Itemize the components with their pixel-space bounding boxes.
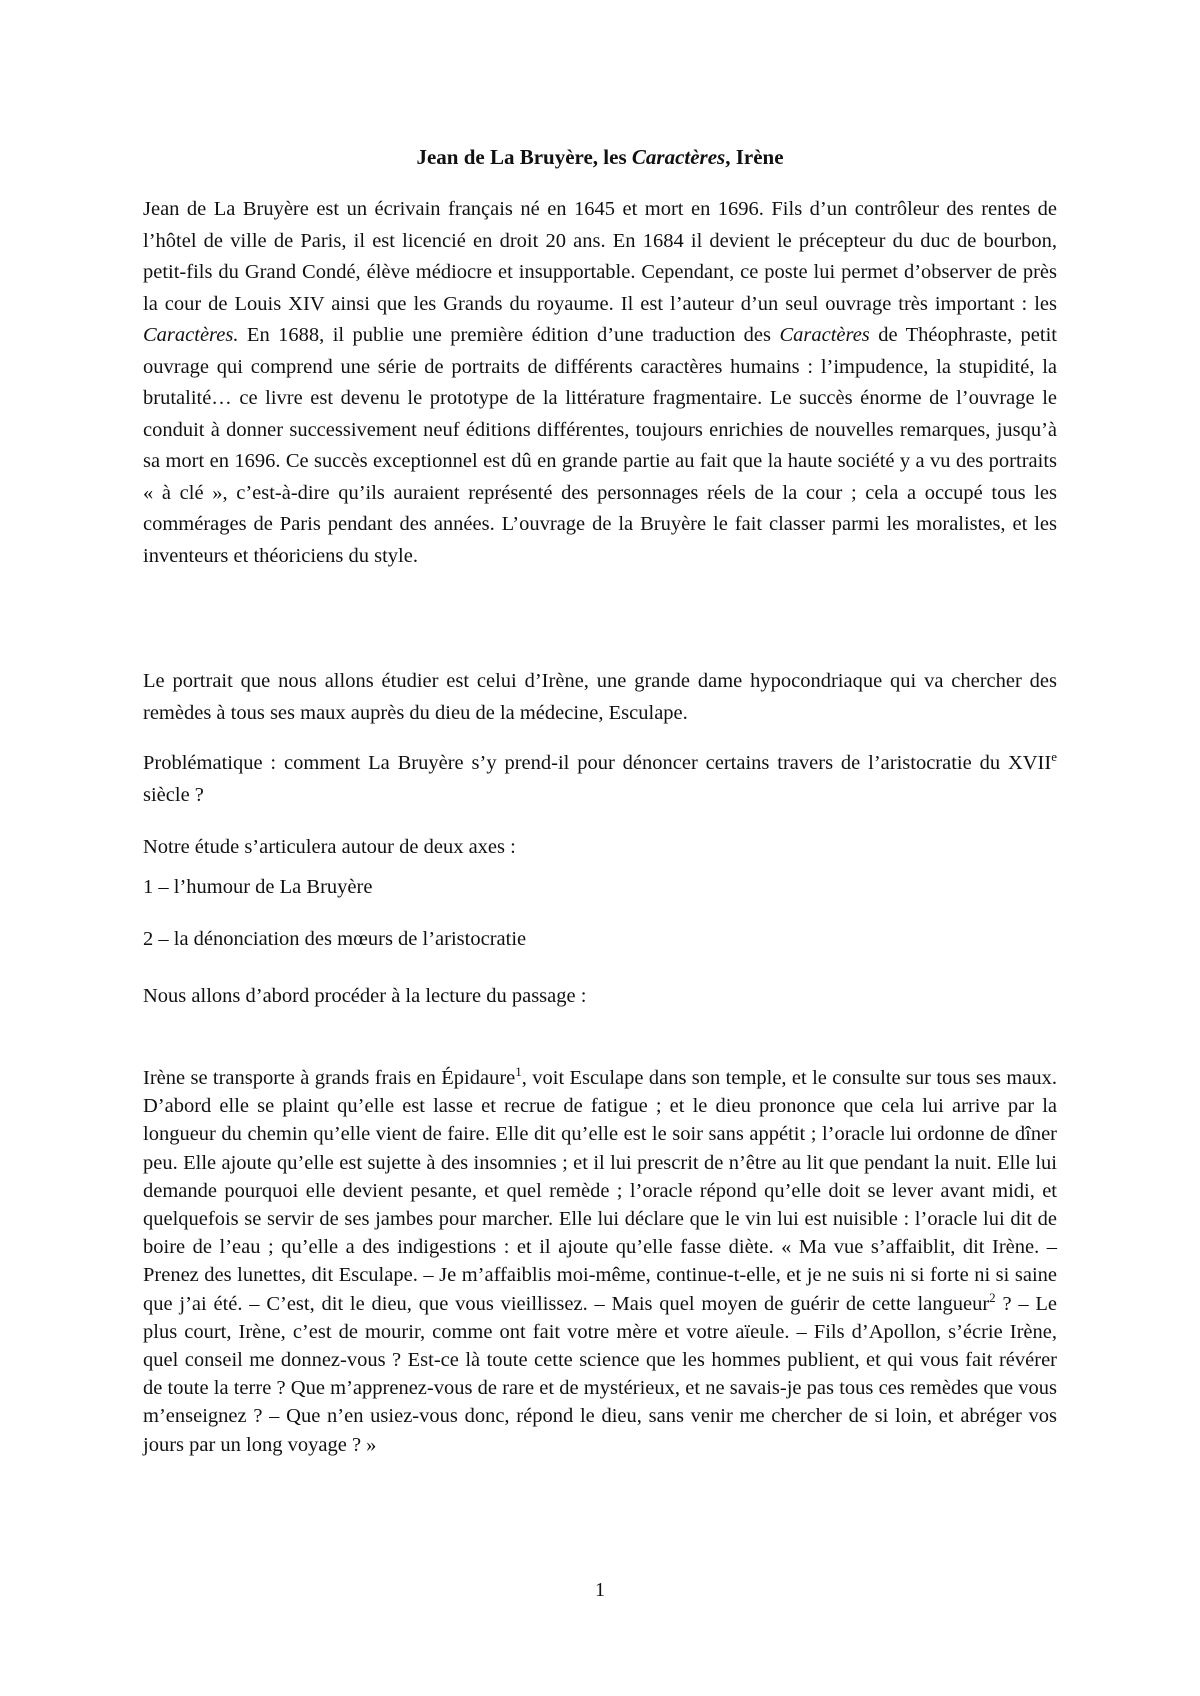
title-suffix: , Irène xyxy=(725,145,784,169)
intro-italic-1: Caractères. xyxy=(143,324,239,346)
problematique-text: Problématique : comment La Bruyère s’y prend-il pour dénoncer certains travers de l’aristocratie du XVII xyxy=(143,752,1052,774)
intro-text-1: Jean de La Bruyère est un écrivain français né en 1645 et mort en 1696. Fils d’un contrôleur des rentes de l’hôtel de ville de Paris, il est licencié en droit 20 ans. En 1684 il devient le précepteur du duc de bourbon, petit-fils du Grand Condé, élève médiocre et insupportable. Cependant, ce poste lui permet d’observer de près la cour de Louis XIV ainsi que les Grands du royaume. Il est l’auteur d’un seul ouvrage très important : les xyxy=(143,198,1057,315)
excerpt-text-3: ? – Le plus court, Irène, c’est de mourir, comme ont fait votre mère et votre aïeule. – Fils d’Apollon, s’écrie Irène, quel conseil me donnez-vous ? Est-ce là toute cette science que les hommes publient, et qui vous fait révérer de toute la terre ? Que m’apprenez-vous de rare et de mystérieux, et ne savais-je pas tous ces remèdes que vous m’enseignez ? – Que n’en usiez-vous donc, répond le dieu, sans venir me chercher de si loin, et abréger vos jours par un long voyage ? » xyxy=(143,1292,1057,1456)
page-number: 1 xyxy=(595,1579,605,1601)
plan-axis-2: 2 – la dénonciation des mœurs de l’aristocratie xyxy=(143,928,527,950)
intro-paragraph xyxy=(143,194,1057,572)
plan-axis-1: 1 – l’humour de La Bruyère xyxy=(143,876,373,898)
plan-intro: Notre étude s’articulera autour de deux axes : xyxy=(143,836,516,858)
footnote-ref-2: 2 xyxy=(989,1289,996,1305)
problematique-paragraph xyxy=(143,748,1057,811)
quoted-excerpt xyxy=(143,1064,1057,1459)
title-text: Jean de La Bruyère, les xyxy=(416,145,632,169)
problematique-end: siècle ? xyxy=(143,783,204,806)
intro-text-3: de Théophraste, petit ouvrage qui comprend une série de portraits de différents caractères humains : l’impudence, la stupidité, la brutalité… ce livre est devenu le prototype de la littérature fragmentaire. Le succès énorme de l’ouvrage le conduit à donner successivement neuf éditions différentes, toujours enrichies de nouvelles remarques, jusqu’à sa mort en 1696. Ce succès exceptionnel est dû en grande partie au fait que la haute société y a vu des portraits « à clé », c’est-à-dire qu’ils auraient représenté des personnages réels de la cour ; cela a occupé tous les commérages de Paris pendant des années. L’ouvrage de la Bruyère le fait classer parmi les moralistes, et les inventeurs et théoriciens du style. xyxy=(143,324,1057,567)
excerpt-text-1: Irène se transporte à grands frais en Épidaure xyxy=(143,1067,516,1089)
reading-announcement: Nous allons d’abord procéder à la lecture du passage : xyxy=(143,985,587,1007)
intro-italic-2: Caractères xyxy=(779,324,870,346)
page-title xyxy=(143,142,1057,172)
century-superscript: e xyxy=(1051,749,1057,764)
excerpt-text-2: , voit Esculape dans son temple, et le consulte sur tous ses maux. D’abord elle se plaint qu’elle est lasse et recrue de fatigue ; et le dieu prononce que cela lui arrive par la longueur du chemin qu’elle vient de faire. Elle dit qu’elle est le soir sans appétit ; l’oracle lui ordonne de dîner peu. Elle ajoute qu’elle est sujette à des insomnies ; et il lui prescrit de n’être au lit que pendant la nuit. Elle lui demande pourquoi elle devient pesante, et quel remède ; l’oracle répond qu’elle doit se lever avant midi, et quelquefois se servir de ses jambes pour marcher. Elle lui déclare que le vin lui est nuisible : l’oracle lui dit de boire de l’eau ; qu’elle a des indigestions : et il ajoute qu’elle fasse diète. « Ma vue s’affaiblit, dit Irène. – Prenez des lunettes, dit Esculape. – Je m’affaiblis moi-même, continue-t-elle, et je ne suis ni si forte ni si saine que j’ai été. – C’est, dit le dieu, que vous vieillissez. – Mais quel moyen de guérir de cette langueur xyxy=(143,1067,1057,1315)
title-work-name: Caractères xyxy=(631,145,726,169)
footnote-ref-1: 1 xyxy=(515,1064,522,1079)
intro-text-2: En 1688, il publie une première édition d’une traduction des xyxy=(238,324,780,346)
portrait-paragraph: Le portrait que nous allons étudier est celui d’Irène, une grande dame hypocondriaque qui va chercher des remèdes à tous ses maux auprès du dieu de la médecine, Esculape. xyxy=(143,670,1057,724)
